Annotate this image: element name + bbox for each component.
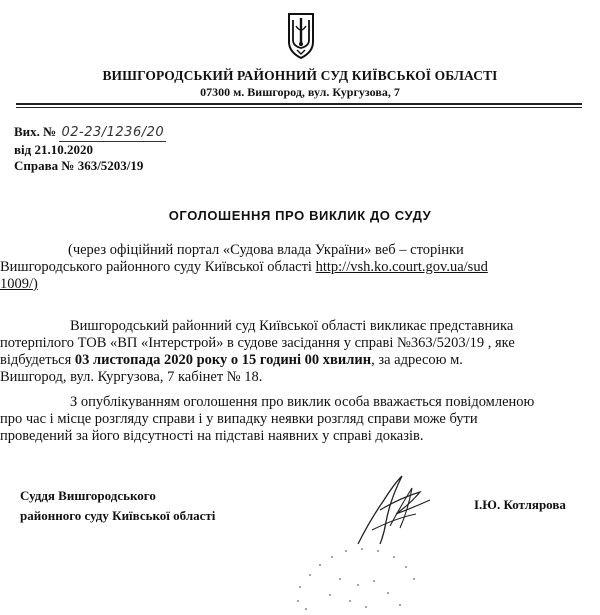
outgoing-number-line — [14, 124, 166, 142]
summons-paragraph — [0, 318, 600, 386]
document-references — [14, 124, 166, 174]
judge-name: І.Ю. Котлярова — [474, 497, 566, 512]
hearing-address: Вишгород, вул. Кургузова, 7 кабінет № 18. — [0, 369, 263, 385]
summons-line-1: Вишгородський районний суд Київської області викликає представника — [70, 318, 514, 334]
court-website-link[interactable]: http://vsh.ko.court.gov.ua/sud — [315, 259, 488, 275]
notice-line-3: проведений за його відсутності на підставі наявних у справі доказів. — [0, 428, 424, 444]
outgoing-label: Вих. № — [14, 124, 57, 139]
court-address: 07300 м. Вишгород, вул. Кургузова, 7 — [200, 85, 400, 99]
header-divider — [16, 103, 582, 105]
publication-source-paragraph — [0, 242, 598, 293]
summons-line-3-pre: відбудеться — [0, 352, 75, 368]
outgoing-number-handwritten: 02-23/1236/20 — [61, 125, 165, 140]
court-website-link-cont[interactable]: 1009/) — [0, 276, 38, 292]
summons-line-2: потерпілого ТОВ «ВП «Інтерстрой» в судове засідання у справі №363/5203/19 , яке — [0, 335, 515, 351]
judge-title-line-2: районного суду Київської області — [20, 508, 216, 523]
summons-line-3-post: , за адресою м. — [371, 352, 463, 368]
faded-stamp-icon — [270, 535, 440, 615]
case-number: Справа № 363/5203/19 — [14, 158, 144, 173]
notice-line-2: про час і місце розгляду справи і у випадку неявки розгляд справи може бути — [0, 411, 478, 427]
notification-paragraph — [0, 394, 600, 445]
notice-heading: ОГОЛОШЕННЯ ПРО ВИКЛИК ДО СУДУ — [168, 208, 432, 223]
court-name: ВИШГОРОДСЬКИЙ РАЙОННИЙ СУД КИЇВСЬКОЇ ОБЛАСТІ — [102, 68, 498, 83]
trident-emblem-icon — [286, 10, 316, 60]
notice-line-1: З опублікуванням оголошення про виклик особа вважається повідомленою — [70, 394, 535, 410]
header-divider-thin — [16, 107, 582, 108]
source-line-1: (через офіційний портал «Судова влада України» веб – сторінки — [68, 242, 464, 258]
source-line-2-text: Вишгородського районного суду Київської області — [0, 259, 316, 275]
hearing-datetime: 03 листопада 2020 року о 15 годині 00 хвилин — [74, 352, 372, 368]
document-date: від 21.10.2020 — [14, 142, 93, 157]
judge-title-line-1: Суддя Вишгородського — [20, 488, 156, 503]
judge-title — [20, 486, 215, 526]
